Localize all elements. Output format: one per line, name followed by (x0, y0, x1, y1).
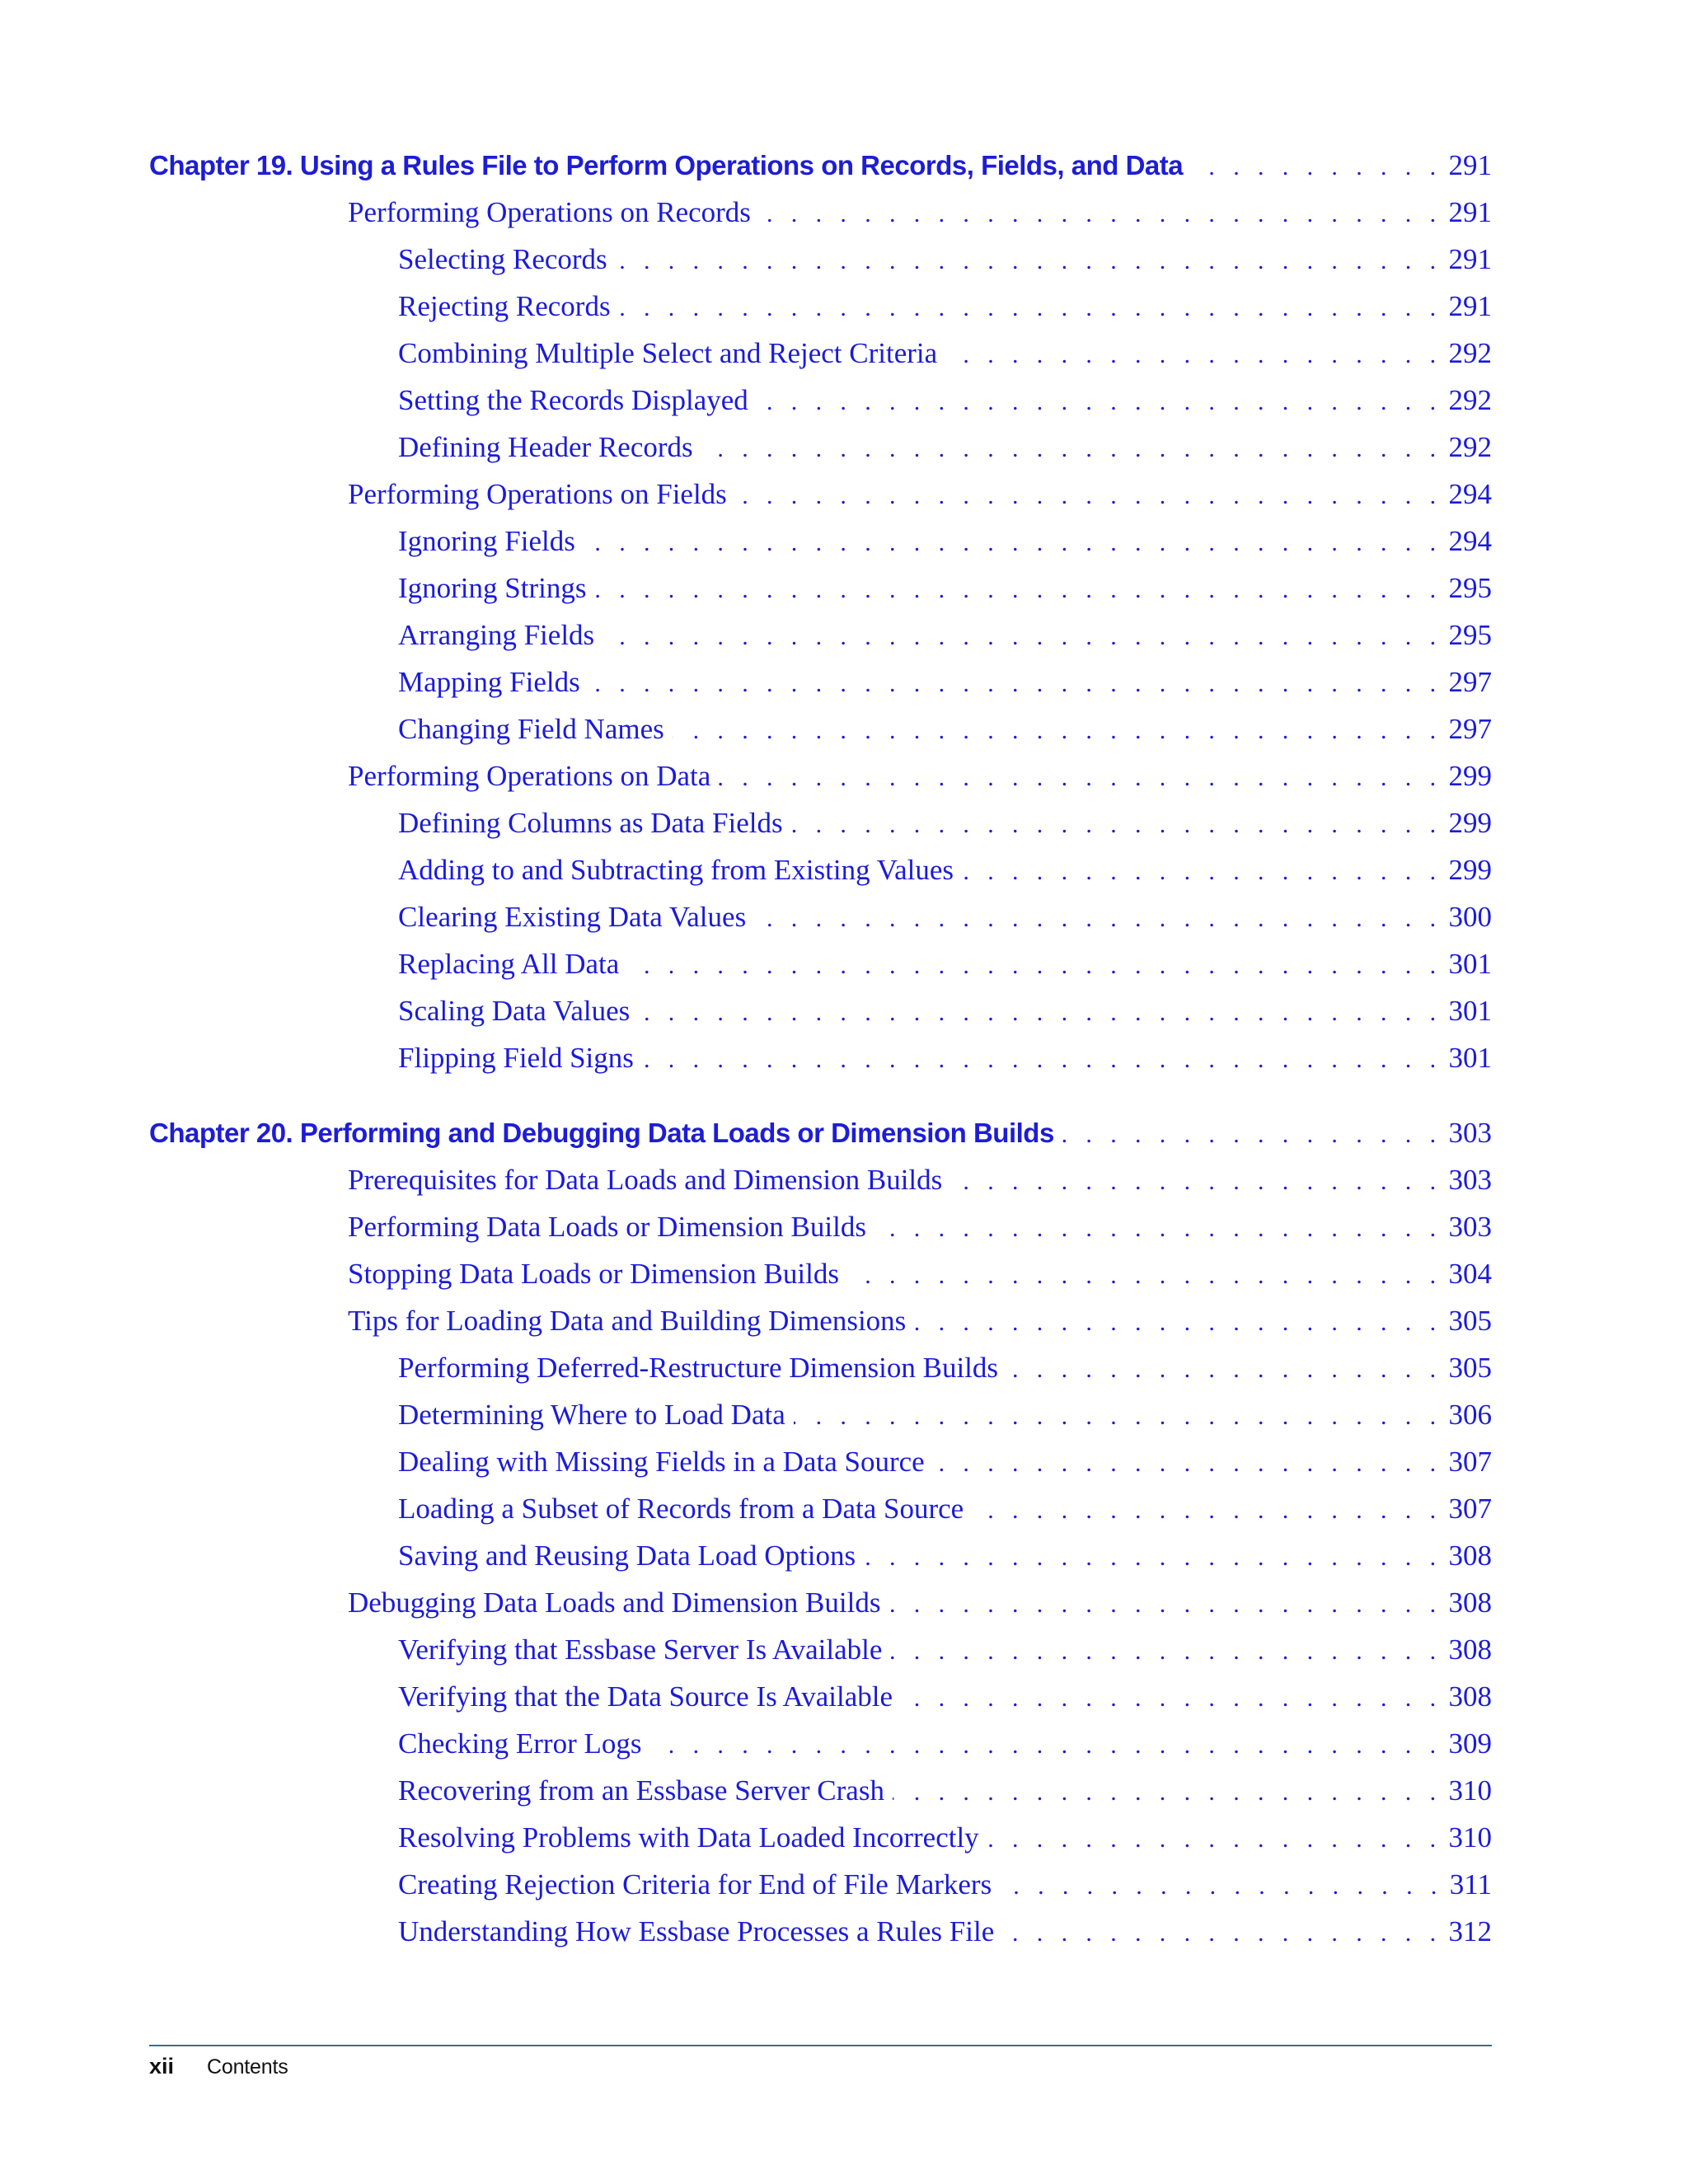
toc-dot-leader (1000, 1863, 1443, 1910)
toc-entry-page-number: 304 (1448, 1258, 1492, 1290)
toc-dot-leader (972, 1487, 1442, 1534)
toc-entry-page-number: 307 (1448, 1493, 1492, 1525)
toc-dot-leader (901, 1675, 1442, 1722)
toc-subsection-entry[interactable] (149, 893, 1492, 940)
toc-dot-leader (1006, 1346, 1442, 1393)
toc-entry-title: Stopping Data Loads or Dimension Builds (348, 1258, 839, 1290)
toc-subsection-entry[interactable] (149, 518, 1492, 565)
toc-entry-page-number: 312 (1448, 1915, 1492, 1947)
toc-entry-page-number: 303 (1448, 1164, 1492, 1196)
toc-subsection-entry[interactable] (149, 1485, 1492, 1532)
toc-entry-title: Prerequisites for Data Loads and Dimension Builds (348, 1164, 943, 1196)
toc-section-entry[interactable] (149, 471, 1492, 518)
toc-dot-leader (588, 660, 1442, 707)
toc-dot-leader (754, 895, 1442, 942)
toc-entry-page-number: 303 (1448, 1211, 1492, 1243)
toc-subsection-entry[interactable] (149, 799, 1492, 846)
footer-section-label: Contents (207, 2055, 288, 2079)
toc-entry-page-number: 310 (1448, 1821, 1492, 1854)
toc-dot-leader (847, 1252, 1442, 1299)
toc-entry-page-number: 299 (1448, 760, 1492, 792)
toc-chapter-entry[interactable] (149, 1109, 1492, 1156)
toc-dot-leader (757, 378, 1442, 425)
toc-subsection-entry[interactable] (149, 658, 1492, 705)
toc-entry-title: Performing Deferred-Restructure Dimension Builds (398, 1352, 999, 1384)
toc-dot-leader (1002, 1910, 1442, 1957)
toc-entry-title: Saving and Reusing Data Load Options (398, 1540, 856, 1572)
toc-entry-title: Performing Operations on Fields (348, 478, 727, 510)
toc-subsection-entry[interactable] (149, 1626, 1492, 1673)
toc-entry-title: Loading a Subset of Records from a Data Source (398, 1493, 964, 1525)
toc-entry-title: Performing Data Loads or Dimension Builds (348, 1211, 866, 1243)
toc-subsection-entry[interactable] (149, 705, 1492, 752)
toc-dot-leader (603, 613, 1442, 660)
toc-entry-page-number: 308 (1448, 1586, 1492, 1619)
toc-section-entry[interactable] (149, 1297, 1492, 1344)
toc-subsection-entry[interactable] (149, 1673, 1492, 1720)
toc-entry-title: Verifying that Essbase Server Is Available (398, 1633, 883, 1666)
toc-entry-page-number: 291 (1448, 196, 1492, 228)
toc-dot-leader (794, 1393, 1442, 1440)
toc-subsection-entry[interactable] (149, 1720, 1492, 1767)
toc-dot-leader (1191, 143, 1442, 190)
toc-dot-leader (874, 1205, 1442, 1252)
toc-entry-page-number: 308 (1448, 1540, 1492, 1572)
toc-entry-title: Defining Columns as Data Fields (398, 807, 783, 839)
toc-dot-leader (638, 989, 1442, 1036)
toc-dot-leader (914, 1299, 1442, 1346)
toc-entry-title: Combining Multiple Select and Reject Criteria (398, 337, 938, 369)
toc-dot-leader (719, 754, 1442, 801)
toc-subsection-entry[interactable] (149, 565, 1492, 612)
toc-section-entry[interactable] (149, 1203, 1492, 1250)
toc-dot-leader (890, 1628, 1442, 1675)
toc-entry-page-number: 310 (1448, 1774, 1492, 1807)
toc-dot-leader (962, 848, 1442, 895)
toc-dot-leader (619, 284, 1442, 331)
toc-subsection-entry[interactable] (149, 236, 1492, 283)
toc-entry-title: Ignoring Fields (398, 525, 575, 557)
toc-entry-page-number: 301 (1448, 995, 1492, 1027)
toc-subsection-entry[interactable] (149, 1532, 1492, 1579)
toc-subsection-entry[interactable] (149, 330, 1492, 377)
toc-entry-title: Rejecting Records (398, 290, 611, 322)
footer-rule (149, 2045, 1492, 2046)
toc-dot-leader (945, 331, 1442, 378)
toc-entry-title: Setting the Records Displayed (398, 384, 748, 416)
toc-entry-title: Tips for Loading Data and Building Dimensions (348, 1305, 907, 1337)
toc-entry-title: Chapter 19. Using a Rules File to Perform Operations on Records, Fields, and Data (149, 150, 1184, 180)
toc-entry-title: Changing Field Names (398, 713, 664, 745)
toc-entry-page-number: 299 (1448, 807, 1492, 839)
toc-entry-page-number: 292 (1448, 431, 1492, 463)
toc-entry-title: Creating Rejection Criteria for End of File Markers (398, 1868, 992, 1900)
toc-dot-leader (759, 190, 1442, 237)
toc-entry-title: Selecting Records (398, 243, 607, 275)
toc-dot-leader (642, 1036, 1442, 1083)
toc-entry-title: Clearing Existing Data Values (398, 901, 747, 933)
toc-entry-page-number: 297 (1448, 666, 1492, 698)
table-of-contents (149, 142, 1492, 1955)
toc-subsection-entry[interactable] (149, 1767, 1492, 1814)
toc-entry-page-number: 301 (1448, 1042, 1492, 1074)
toc-entry-title: Scaling Data Values (398, 995, 631, 1027)
toc-subsection-entry[interactable] (149, 1814, 1492, 1861)
toc-entry-title: Flipping Field Signs (398, 1042, 634, 1074)
toc-entry-page-number: 311 (1449, 1868, 1492, 1900)
toc-entry-page-number: 294 (1448, 478, 1492, 510)
toc-entry-title: Recovering from an Essbase Server Crash (398, 1774, 884, 1807)
toc-subsection-entry[interactable] (149, 987, 1492, 1034)
toc-entry-page-number: 291 (1448, 149, 1492, 181)
toc-subsection-entry[interactable] (149, 1344, 1492, 1391)
toc-entry-page-number: 295 (1448, 619, 1492, 651)
toc-dot-leader (791, 801, 1442, 848)
toc-entry-page-number: 291 (1448, 243, 1492, 275)
toc-entry-title: Mapping Fields (398, 666, 580, 698)
toc-entry-page-number: 308 (1448, 1680, 1492, 1713)
toc-subsection-entry[interactable] (149, 940, 1492, 987)
toc-subsection-entry[interactable] (149, 612, 1492, 658)
toc-entry-page-number: 308 (1448, 1633, 1492, 1666)
toc-subsection-entry[interactable] (149, 424, 1492, 471)
page-footer (149, 2054, 288, 2079)
toc-entry-title: Defining Header Records (398, 431, 693, 463)
toc-chapter-entry[interactable] (149, 142, 1492, 189)
toc-dot-leader (889, 1581, 1442, 1628)
toc-dot-leader (584, 519, 1442, 566)
toc-entry-page-number: 294 (1448, 525, 1492, 557)
toc-dot-leader (735, 472, 1442, 519)
toc-dot-leader (616, 237, 1442, 284)
toc-entry-page-number: 299 (1448, 854, 1492, 886)
toc-dot-leader (987, 1816, 1442, 1863)
toc-entry-page-number: 307 (1448, 1446, 1492, 1478)
toc-entry-page-number: 306 (1448, 1399, 1492, 1431)
toc-entry-page-number: 292 (1448, 384, 1492, 416)
toc-entry-page-number: 292 (1448, 337, 1492, 369)
toc-subsection-entry[interactable] (149, 377, 1492, 424)
toc-dot-leader (1062, 1111, 1442, 1158)
toc-entry-title: Checking Error Logs (398, 1727, 642, 1760)
toc-entry-title: Debugging Data Loads and Dimension Builds (348, 1586, 881, 1619)
toc-entry-page-number: 305 (1448, 1352, 1492, 1384)
toc-subsection-entry[interactable] (149, 1391, 1492, 1438)
toc-section-entry[interactable] (149, 1250, 1492, 1297)
toc-dot-leader (933, 1440, 1442, 1487)
toc-entry-title: Verifying that the Data Source Is Available (398, 1680, 893, 1713)
toc-dot-leader (864, 1534, 1442, 1581)
toc-entry-page-number: 303 (1448, 1117, 1492, 1149)
toc-entry-page-number: 305 (1448, 1305, 1492, 1337)
toc-subsection-entry[interactable] (149, 846, 1492, 893)
toc-section-entry[interactable] (149, 1156, 1492, 1203)
toc-entry-title: Resolving Problems with Data Loaded Incorrectly (398, 1821, 979, 1854)
toc-entry-page-number: 297 (1448, 713, 1492, 745)
toc-dot-leader (673, 707, 1442, 754)
toc-entry-page-number: 291 (1448, 290, 1492, 322)
toc-subsection-entry[interactable] (149, 1438, 1492, 1485)
toc-entry-title: Performing Operations on Records (348, 196, 751, 228)
toc-entry-title: Dealing with Missing Fields in a Data Source (398, 1446, 925, 1478)
toc-dot-leader (950, 1158, 1442, 1205)
toc-section-entry[interactable] (149, 1579, 1492, 1626)
toc-entry-title: Replacing All Data (398, 948, 620, 980)
toc-entry-title: Ignoring Strings (398, 572, 587, 604)
toc-entry-title: Adding to and Subtracting from Existing Values (398, 854, 954, 886)
toc-subsection-entry[interactable] (149, 1908, 1492, 1955)
toc-entry-page-number: 309 (1448, 1727, 1492, 1760)
toc-entry-title: Chapter 20. Performing and Debugging Data Loads or Dimension Builds (149, 1118, 1054, 1148)
toc-section-entry[interactable] (149, 752, 1492, 799)
toc-entry-title: Understanding How Essbase Processes a Rules File (398, 1915, 995, 1947)
toc-dot-leader (893, 1769, 1442, 1816)
toc-subsection-entry[interactable] (149, 1861, 1492, 1908)
toc-entry-title: Performing Operations on Data (348, 760, 711, 792)
page-folio: xii (149, 2054, 175, 2079)
toc-entry-page-number: 301 (1448, 948, 1492, 980)
toc-dot-leader (649, 1722, 1442, 1769)
toc-subsection-entry[interactable] (149, 1034, 1492, 1081)
toc-dot-leader (701, 425, 1442, 472)
toc-entry-page-number: 300 (1448, 901, 1492, 933)
toc-dot-leader (594, 566, 1442, 613)
toc-entry-title: Determining Where to Load Data (398, 1399, 785, 1431)
toc-entry-title: Arranging Fields (398, 619, 595, 651)
toc-section-entry[interactable] (149, 189, 1492, 236)
toc-dot-leader (627, 942, 1442, 989)
toc-entry-page-number: 295 (1448, 572, 1492, 604)
toc-subsection-entry[interactable] (149, 283, 1492, 330)
